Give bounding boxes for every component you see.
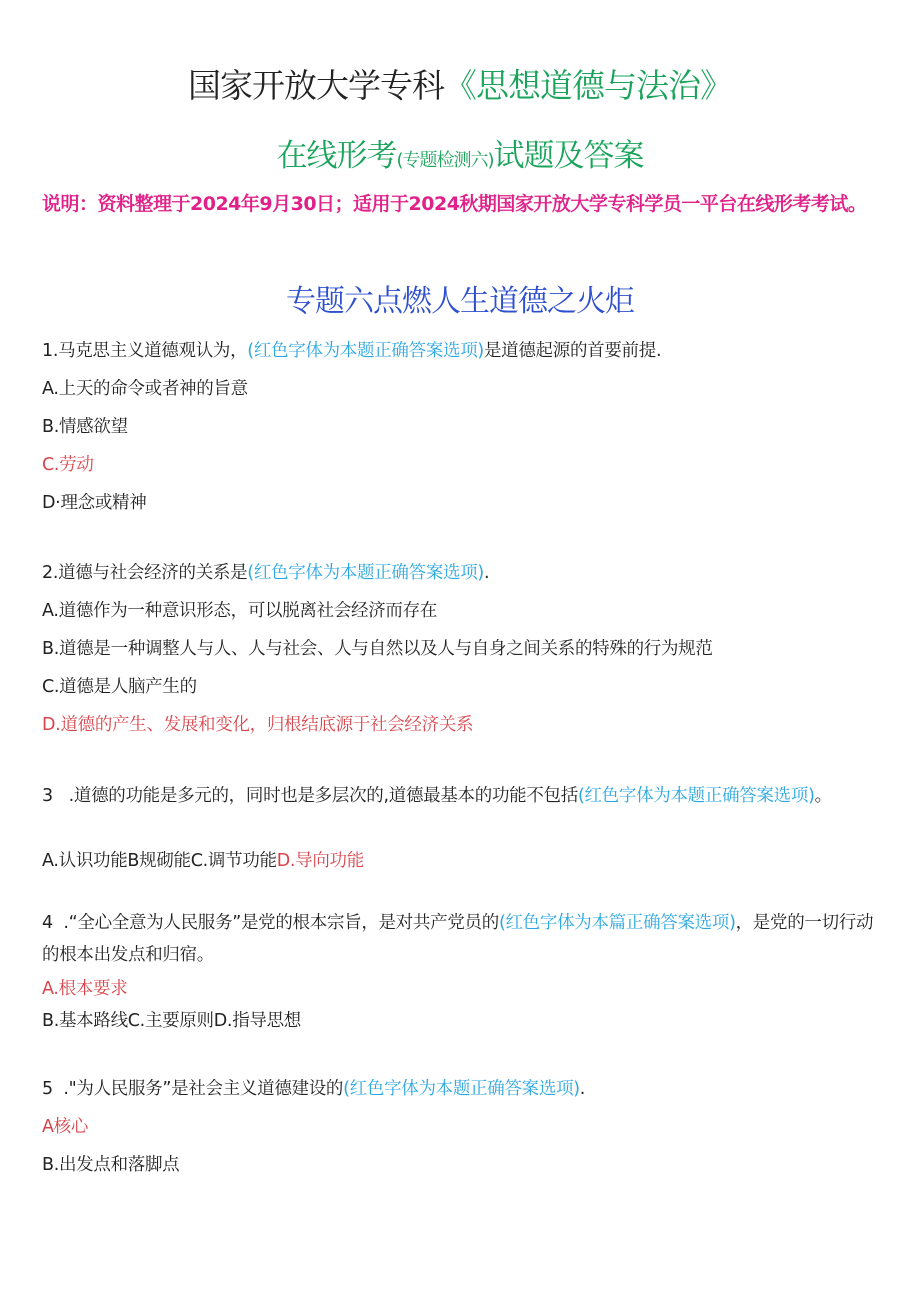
question-3-stem: 3 .道德的功能是多元的，同时也是多层次的,道德最基本的功能不包括(红色字体为本题正确答案选项)。 xyxy=(42,786,832,806)
answer-hint: (红色字体为本题正确答案选项) xyxy=(577,786,815,806)
document-title xyxy=(0,62,920,110)
question-4-stem: 4 .“全心全意为人民服务”是党的根本宗旨，是对共产党员的(红色字体为本篇正确答案选项)，是党的一切行动的根本出发点和归宿。 xyxy=(42,913,874,965)
question-2-option-d: D.道德的产生、发展和变化，归根结底源于社会经济关系 xyxy=(42,715,474,735)
question-5-stem: 5 ."为人民服务”是社会主义道德建设的(红色字体为本题正确答案选项). xyxy=(42,1079,586,1099)
question-1-option-a: A.上天的命令或者神的旨意 xyxy=(42,379,248,399)
document-subtitle xyxy=(0,133,920,184)
answer-hint: (红色字体为本题正确答案选项) xyxy=(247,341,484,361)
subtitle-small: (专题检测六) xyxy=(396,150,494,171)
answer-hint: (红色字体为本篇正确答案选项) xyxy=(498,913,736,933)
question-5-option-b: B.出发点和落脚点 xyxy=(42,1155,180,1175)
question-1-option-c: C.劳动 xyxy=(42,455,94,475)
answer-hint: (红色字体为本题正确答案选项) xyxy=(247,563,484,583)
question-4-option-a: A.根本要求 xyxy=(42,979,128,999)
question-2-stem: 2.道德与社会经济的关系是(红色字体为本题正确答案选项). xyxy=(42,563,490,583)
question-2-option-c: C.道德是人脑产生的 xyxy=(42,677,197,697)
question-1-option-d: D·理念或精神 xyxy=(42,493,147,513)
question-4-options-bcd: B.基本路线C.主要原则D.指导思想 xyxy=(42,1011,301,1031)
subtitle-main: 在线形考 xyxy=(276,138,397,174)
question-5-option-a: A核心 xyxy=(42,1117,89,1137)
question-3-answer: D.导向功能 xyxy=(276,851,364,871)
subtitle-end: 试题及答案 xyxy=(493,138,644,174)
section-title: 专题六点燃人生道德之火炬 xyxy=(286,284,634,319)
note-text: 说明：资料整理于2024年9月30日；适用于2024秋期国家开放大学专科学员一平台在线形考考试。 xyxy=(42,193,867,215)
title-prefix: 国家开放大学专科 xyxy=(188,66,444,105)
question-2-option-b: B.道德是一种调整人与人、人与社会、人与自然以及人与自身之间关系的特殊的行为规范 xyxy=(42,639,713,659)
question-1-stem: 1.马克思主义道德观认为，(红色字体为本题正确答案选项)是道德起源的首要前提. xyxy=(42,341,662,361)
question-3-options: A.认识功能B规砌能C.调节功能D.导向功能 xyxy=(42,851,364,871)
question-1-option-b: B.情感欲望 xyxy=(42,417,128,437)
course-name: 《思想道德与法治》 xyxy=(444,66,732,105)
answer-hint: (红色字体为本题正确答案选项) xyxy=(343,1079,580,1099)
question-2-option-a: A.道德作为一种意识形态，可以脱离社会经济而存在 xyxy=(42,601,438,621)
